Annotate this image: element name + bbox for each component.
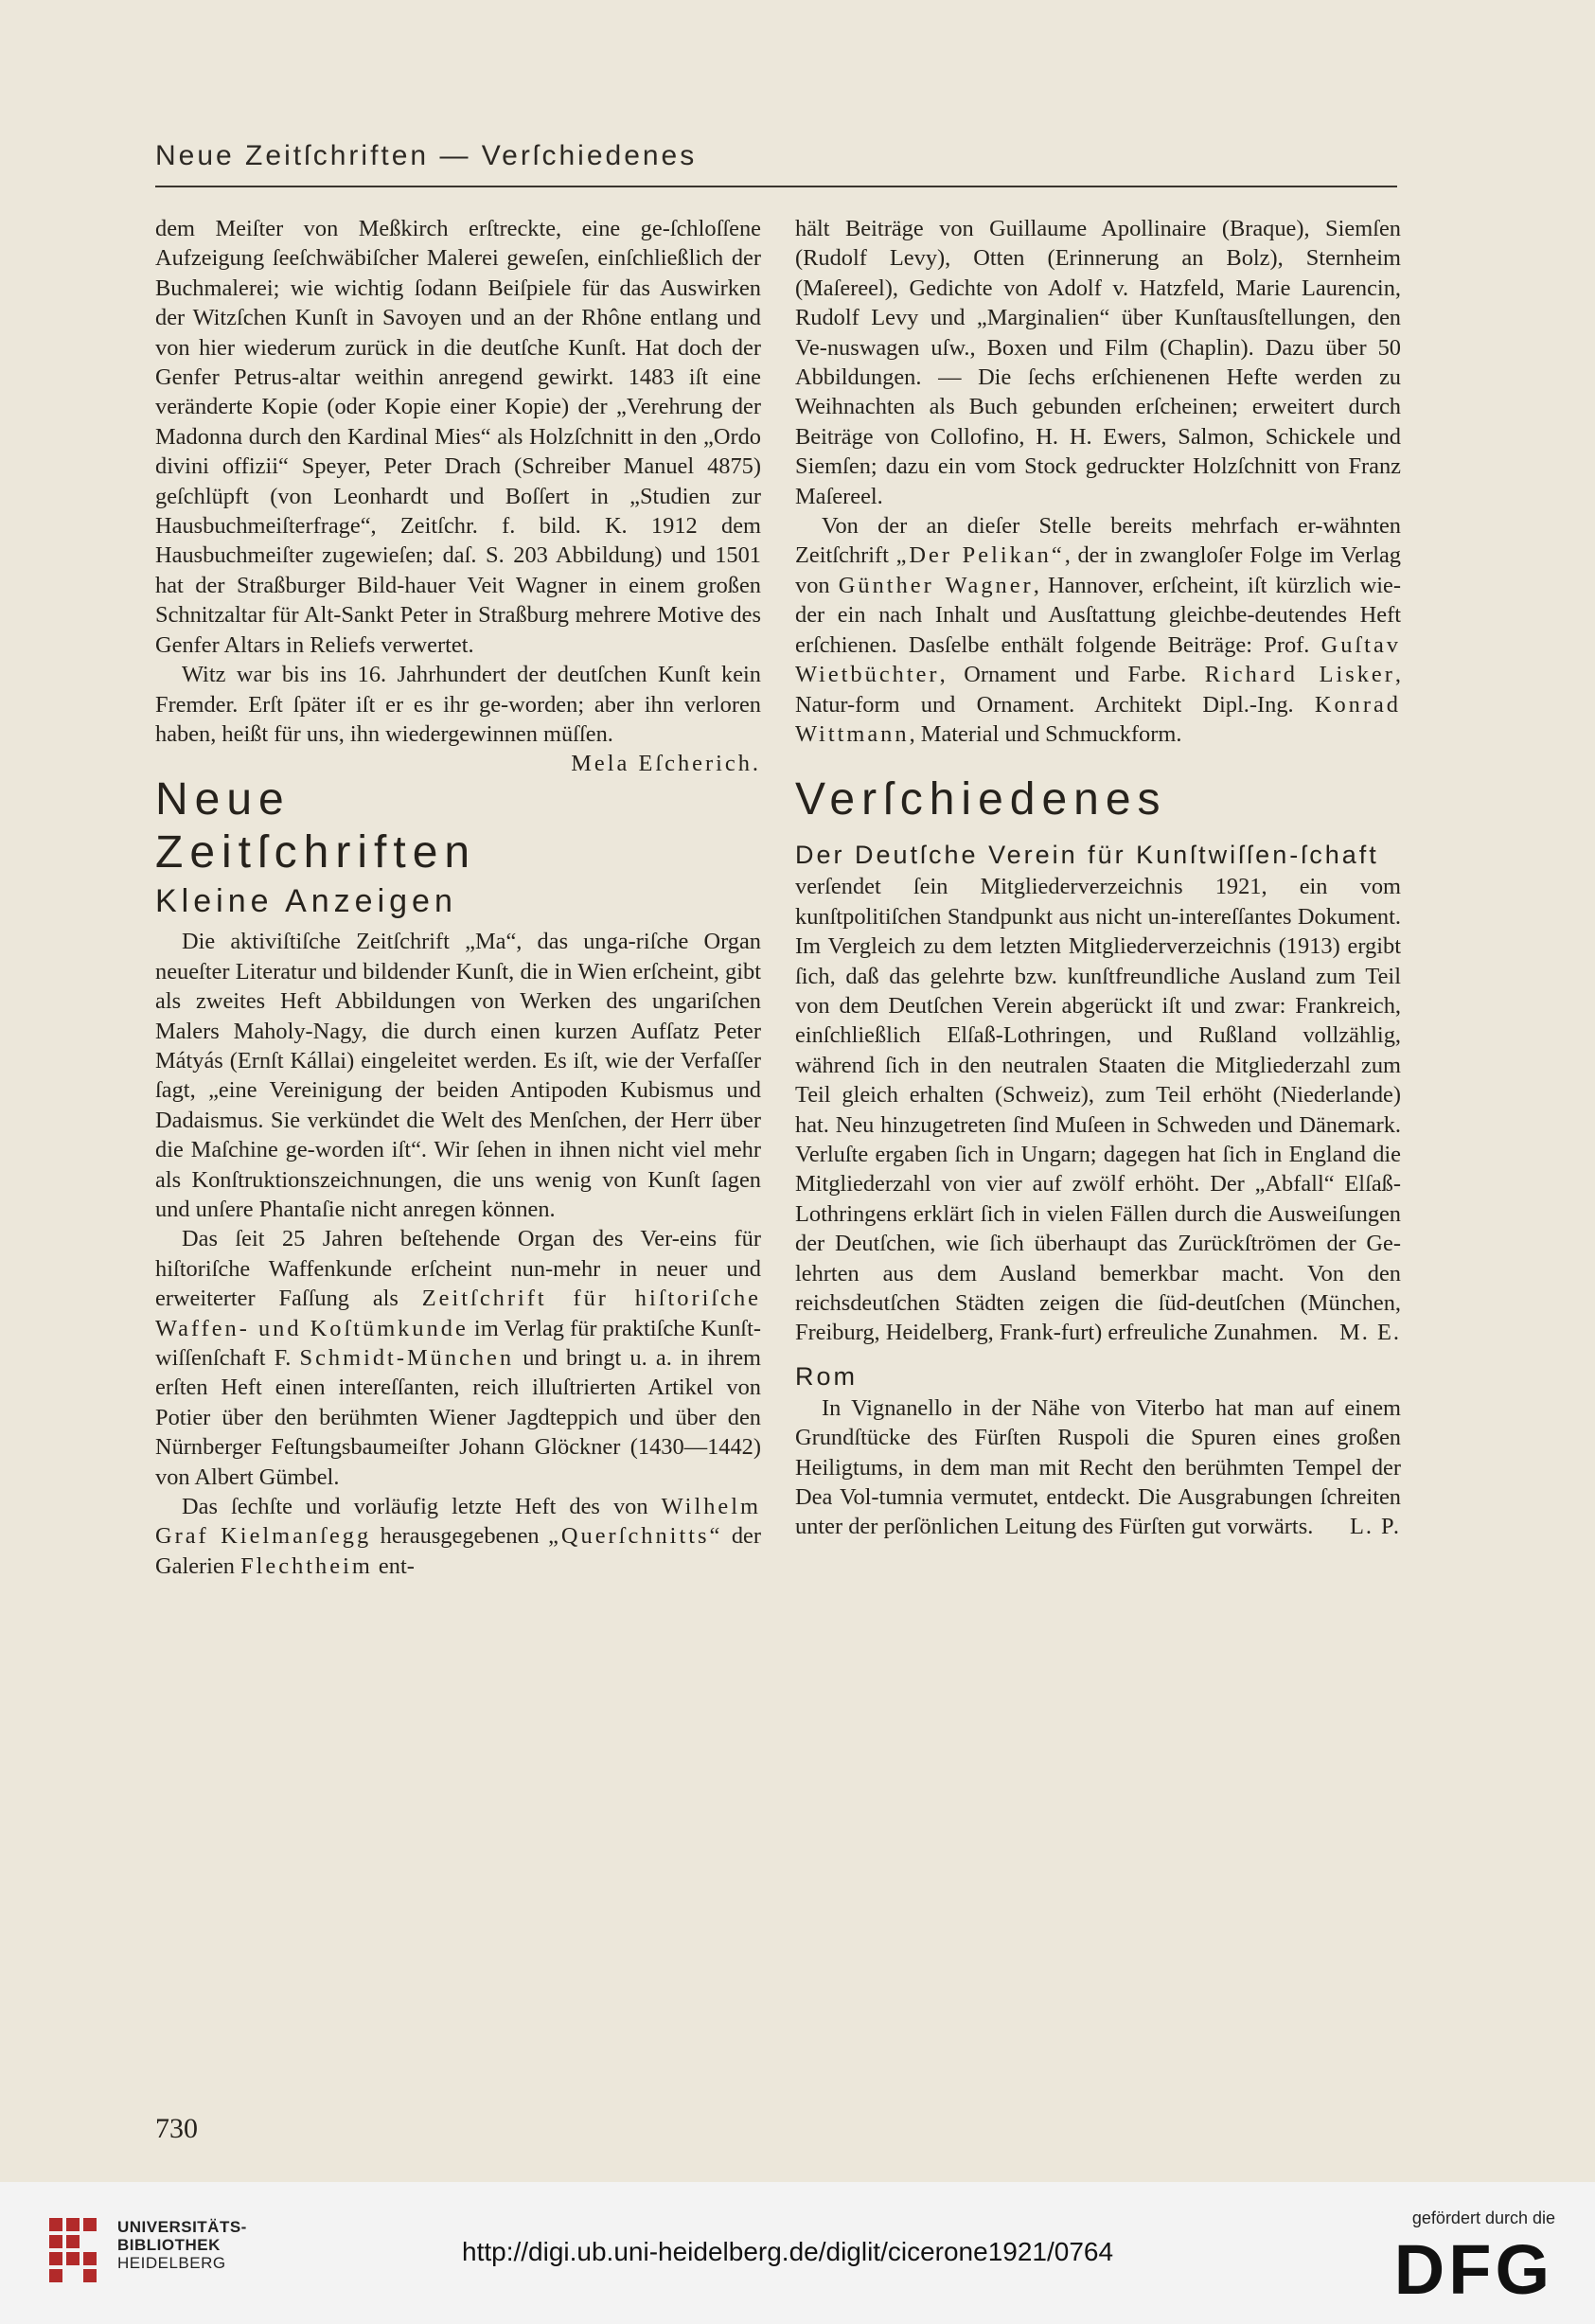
library-name-line: UNIVERSITÄTS- (117, 2218, 247, 2236)
text-run: , Hannover, erſcheint, iſt kürzlich wie-der ein nach Inhalt und Ausſtattung gleichbe-deutendes Heft erſchienen. Dasſelbe enthält folgende Beiträge: Prof. (795, 572, 1401, 658)
running-head: Neue Zeitſchriften — Verſchiedenes (155, 140, 698, 171)
paragraph-text: Witz war bis ins 16. Jahrhundert der deutſchen Kunſt kein Fremder. Erſt ſpäter iſt er es ihr ge-worden; aber ihn verloren haben, heißt für uns, ihn wiedergewinnen müſſen. (155, 662, 761, 747)
text-run: verſendet ſein Mitgliederverzeichnis 1921, ein vom kunſtpolitiſchen Standpunkt aus nicht un-intereſſantes Dokument. Im Vergleich zu dem letzten Mitgliederverzeichnis (1913) ergibt ſich, daß das gelehrte bzw. kunſtfreundliche Ausland zum Teil von dem Deutſchen Verein abgerückt iſt und zwar: Frankreich, einſchließlich Elſaß-Lothringen, und Rußland vollzählig, während ſich in den neutralen Staaten die Mitgliederzahl zum Teil gleich erhalten (Schweiz), zum Teil erhöht (Niederlande) hat. Neu hinzugetreten ſind Muſeen in Schweden und Dänemark. Verluſte ergaben ſich in Ungarn; dagegen hat ſich in England die Mitgliederzahl von vier auf zwölf erhöht. Der „Abfall“ Elſaß-Lothringens erklärt ſich in vielen Fällen durch die Ausweiſungen der Deutſchen, wie ſich überhaupt das Zurückſtrömen der Ge-lehrten aus dem Ausland bemerkbar macht. Von den reichsdeutſchen Städten zeigen die ſüd-deutſchen (München, Freiburg, Heidelberg, Frank-furt) erfreuliche Zunahmen. (795, 874, 1401, 1346)
paragraph (155, 1224, 761, 1492)
library-name (117, 2218, 247, 2272)
publisher-name: Schmidt-München (299, 1345, 515, 1371)
paragraph (155, 1492, 761, 1581)
text-run: Das ſeit 25 Jahren beſtehende Organ des Ver-eins für hiſtoriſche Waffenkunde erſcheint nun-mehr in neuer und erweiterter Faſſung als (155, 1226, 761, 1312)
dfg-logo: DFG (1393, 2230, 1553, 2309)
paragraph: dem Meiſter von Meßkirch erſtreckte, eine ge-ſchloſſene Aufzeigung ſeeſchwäbiſcher Malerei geweſen, einſchließlich der Buchmalerei; wie wichtig ſodann Beiſpiele für das Auswirken der Witzſchen Kunſt in Savoyen und an der Rhône entlang und von hier wiederum zurück in die deutſche Kunſt. Hat doch der Genfer Petrus-altar weithin anregend gewirkt. 1483 iſt eine veränderte Kopie (oder Kopie einer Kopie) der „Verehrung der Madonna durch den Kardinal Mies“ als Holzſchnitt in den „Ordo divini offizii“ Speyer, Peter Drach (Schreiber Manuel 4875) geſchlüpft (von Leonhardt und Boſſert in „Studien zur Hausbuchmeiſterfrage“, Zeitſchr. f. bild. K. 1912 dem Hausbuchmeiſter zugewieſen; daſ. S. 203 Abbildung) und 1501 hat der Straßburger Bild-hauer Veit Wagner in einem großen Schnitzaltar für Alt-Sankt Peter in Straßburg mehrere Motive des Genfer Altars in Reliefs verwertet. (155, 216, 761, 658)
library-name-line: BIBLIOTHEK (117, 2236, 221, 2254)
text-run: , Ornament und Farbe. (939, 662, 1187, 688)
text-run: , Material und Schmuckform. (909, 720, 1182, 747)
journal-title: „Querſchnitts“ (548, 1523, 723, 1550)
text-run: herausgegebenen (380, 1523, 540, 1550)
item-heading: Der Deutſche Verein für Kunſtwiſſen-ſchaft (795, 841, 1379, 870)
publisher-name: Günther Wagner (838, 572, 1034, 598)
funder-note: gefördert durch die (1411, 2209, 1555, 2227)
viewer-footer (0, 2182, 1595, 2324)
library-name-line: HEIDELBERG (117, 2254, 226, 2272)
right-column (795, 214, 1401, 1542)
section-heading: Neue Zeitſchriften (155, 774, 477, 878)
paragraph (795, 872, 1401, 1348)
header-rule (155, 186, 1397, 187)
paragraph (155, 660, 761, 777)
editor-name: Wilhelm Graf Kielmanſegg (155, 1494, 761, 1550)
paragraph: Die aktiviſtiſche Zeitſchrift „Ma“, das unga-riſche Organ neueſter Literatur und bildender Kunſt, die in Wien erſcheint, gibt als zweites Heft Abbildungen von Werken des ungariſchen Malers Maholy-Nagy, die durch einen kurzen Aufſatz Peter Mátyás (Ernſt Kállai) eingeleitet werden. Es iſt, wie der Verfaſſer ſagt, „eine Vereinigung der beiden Antipoden Kubismus und Dadaismus. Sie verkündet die Welt des Menſchen, der Herr über die Maſchine ge-worden iſt“. Wir ſehen in ihnen nicht viel mehr als Konſtruktionszeichnungen, die uns wenig von Kunſt ſagen und unſere Phantaſie nicht anregen können. (155, 929, 761, 1222)
text-run: Von der an dieſer Stelle bereits mehrfach er-wähnten Zeitſchrift (795, 513, 1401, 569)
paragraph (795, 1393, 1401, 1542)
text-run: ent- (378, 1552, 415, 1579)
text-run: der Galerien (155, 1523, 761, 1579)
signature: M. E. (1339, 1320, 1401, 1346)
left-column (155, 214, 761, 1581)
text-run: In Vignanello in der Nähe von Viterbo hat man auf einem Grundſtücke des Fürſten Ruspoli die Spuren eines großen Heiligtums, in dem man mit Recht den berühmten Tempel der Dea Vol-tumnia vermutet, entdeckt. Die Ausgrabungen ſchreiten unter der perſönlichen Leitung des Fürſten gut vorwärts. (795, 1394, 1401, 1540)
permalink-url[interactable]: http://digi.ub.uni-heidelberg.de/diglit/cicerone1921/0764 (462, 2237, 1114, 2266)
journal-title: Zeitſchrift für hiſtoriſche Waffen- und Koſtümkunde (155, 1286, 761, 1341)
text-run: , der in zwangloſer Folge im Verlag von (795, 542, 1402, 598)
university-library-logo-icon (45, 2212, 106, 2292)
section-heading: Verſchiedenes (795, 774, 1167, 825)
journal-title: „Der Pelikan“ (895, 542, 1065, 569)
subsection-heading: Kleine Anzeigen (155, 883, 457, 920)
item-heading: Rom (795, 1361, 859, 1391)
gallery-name: Flechtheim (240, 1552, 373, 1579)
signature: Mela Eſcherich. (571, 751, 761, 777)
text-run: und bringt u. a. in ihrem erſten Heft einen intereſſanten, reich illuſtrierten Artikel von Potier über den berühmten Wiener Jagdteppich und über den Nürnberger Feſtungsbaumeiſter Johann Glöckner (1430—1442) von Albert Gümbel. (155, 1345, 761, 1490)
paragraph (795, 511, 1401, 749)
author-name: Guſtav Wietbüchter (795, 631, 1401, 688)
paragraph: hält Beiträge von Guillaume Apollinaire (Braque), Siemſen (Rudolf Levy), Otten (Erinnerung an Bolz), Sternheim (Maſereel), Gedichte von Adolf v. Hatzfeld, Marie Laurencin, Rudolf Levy und „Marginalien“ über Kunſtausſtellungen, den Ve-nuswagen uſw., Boxen und Film (Chaplin). Dazu über 50 Abbildungen. — Die ſechs erſchienenen Hefte werden zu Weihnachten als Buch gebunden erſcheinen; erweitert durch Beiträge von Collofino, H. H. Ewers, Salmon, Schickele und Siemſen; dazu ein vom Stock gedruckter Holzſchnitt von Franz Maſereel. (795, 216, 1401, 509)
text-run: , Natur-form und Ornament. Architekt Dipl.-Ing. (795, 662, 1401, 718)
author-name: Richard Lisker (1204, 662, 1395, 688)
author-name: Konrad Wittmann (795, 691, 1401, 747)
text-run: im Verlag für praktiſche Kunſt-wiſſenſchaft F. (155, 1315, 761, 1371)
signature: L. P. (1349, 1514, 1401, 1540)
text-run: Das ſechſte und vorläufig letzte Heft des von (182, 1494, 648, 1520)
page-number: 730 (155, 2113, 198, 2144)
